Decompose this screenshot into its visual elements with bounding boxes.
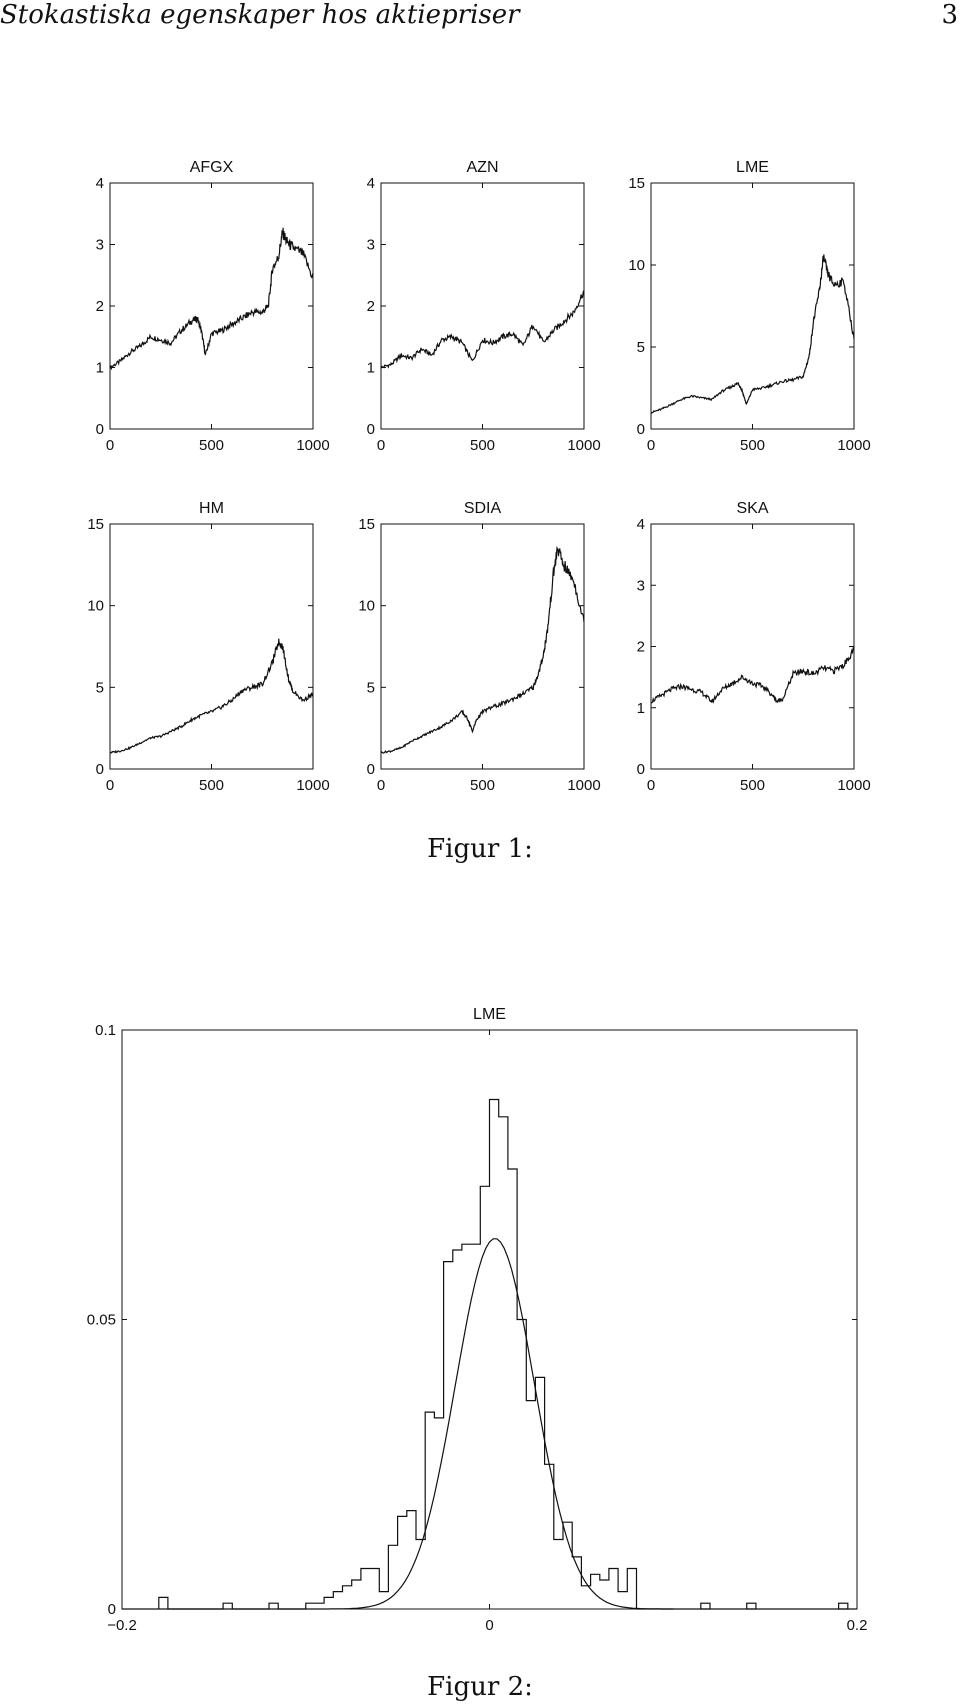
chart4-xtick-label: 500 <box>198 777 225 794</box>
chart6-ytick-label: 3 <box>636 577 645 595</box>
chart7-xtick-label: −0.2 <box>107 1617 137 1634</box>
normal-fit-curve <box>122 1239 857 1609</box>
chart1-xtick-label: 1000 <box>296 437 330 454</box>
chart4-ytick-label: 5 <box>95 679 104 697</box>
chart7-xtick-label: 0 <box>485 1617 494 1634</box>
chart4-title: HM <box>199 500 224 517</box>
chart1-ytick-label: 4 <box>95 175 104 192</box>
chart3-xtick-label: 500 <box>739 437 766 454</box>
histogram-outlier-bar <box>839 1603 848 1609</box>
chart1-xtick-label: 0 <box>105 437 115 454</box>
chart2-ytick-label: 3 <box>366 236 375 254</box>
chart1-frame <box>110 183 313 429</box>
chart2-frame <box>381 183 584 429</box>
chart6-ytick-label: 4 <box>636 516 645 533</box>
chart4-xtick-label: 1000 <box>296 777 330 794</box>
chart5-ytick-label: 5 <box>366 679 375 697</box>
chart5-price-line <box>381 548 584 753</box>
chart3-frame <box>651 183 854 429</box>
chart2-title: AZN <box>466 159 499 176</box>
chart1-ytick-label: 0 <box>95 421 104 438</box>
chart6-xtick-label: 0 <box>646 777 656 794</box>
histogram-outlier-bar <box>747 1603 756 1609</box>
chart4-ytick-label: 0 <box>95 761 104 778</box>
figure-1-caption: Figur 1: <box>427 834 533 864</box>
chart5-xtick-label: 0 <box>376 777 386 794</box>
figure-2-caption: Figur 2: <box>427 1672 533 1702</box>
chart5-ytick-label: 15 <box>358 516 375 533</box>
chart2-ytick-label: 2 <box>366 298 375 315</box>
chart3-ytick-label: 10 <box>628 257 645 274</box>
chart4-ytick-label: 15 <box>87 516 104 533</box>
chart7-ytick-label: 0.1 <box>95 1022 116 1039</box>
chart2-xtick-label: 1000 <box>567 437 601 454</box>
chart5-xtick-label: 1000 <box>567 777 601 794</box>
chart2-xtick-label: 500 <box>469 437 496 454</box>
chart1-ytick-label: 1 <box>95 359 104 377</box>
running-header-title: Stokastiska egenskaper hos aktiepriser <box>0 0 520 30</box>
chart1-xtick-label: 500 <box>198 437 225 454</box>
chart4-ytick-label: 10 <box>87 597 104 615</box>
chart3-ytick-label: 15 <box>628 175 645 192</box>
chart3-xtick-label: 1000 <box>837 437 871 454</box>
chart6-ytick-label: 2 <box>636 638 645 656</box>
chart3-ytick-label: 5 <box>636 339 645 356</box>
chart5-ytick-label: 0 <box>366 761 375 778</box>
chart6-frame <box>651 524 854 769</box>
chart4-xtick-label: 0 <box>105 777 115 794</box>
chart2-ytick-label: 4 <box>366 175 375 192</box>
chart2-price-line <box>381 291 584 369</box>
chart1-ytick-label: 3 <box>95 236 104 254</box>
chart6-xtick-label: 1000 <box>837 777 871 794</box>
chart5-ytick-label: 10 <box>358 597 375 615</box>
chart2-ytick-label: 1 <box>366 359 375 377</box>
chart6-ytick-label: 0 <box>636 761 645 778</box>
chart7-title: LME <box>473 1006 506 1023</box>
chart3-title: LME <box>736 159 769 176</box>
chart6-xtick-label: 500 <box>739 777 766 794</box>
chart5-xtick-label: 500 <box>469 777 496 794</box>
chart5-frame <box>381 524 584 769</box>
chart1-ytick-label: 2 <box>95 298 104 315</box>
chart5-title: SDIA <box>463 500 502 517</box>
page-number: 3 <box>941 0 958 30</box>
chart6-ytick-label: 1 <box>636 699 645 717</box>
chart2-ytick-label: 0 <box>366 421 375 438</box>
chart7-ytick-label: 0.05 <box>86 1311 116 1329</box>
histogram-outlier-bar <box>701 1603 710 1609</box>
chart1-title: AFGX <box>189 159 234 176</box>
chart4-price-line <box>110 639 313 754</box>
chart7-ytick-label: 0 <box>107 1601 116 1618</box>
chart3-xtick-label: 0 <box>646 437 656 454</box>
chart2-xtick-label: 0 <box>376 437 386 454</box>
chart7-xtick-label: 0.2 <box>846 1617 868 1634</box>
chart6-title: SKA <box>736 500 769 517</box>
chart1-price-line <box>110 228 313 369</box>
chart3-price-line <box>651 255 854 414</box>
chart6-price-line <box>651 647 854 703</box>
chart3-ytick-label: 0 <box>636 421 645 438</box>
histogram-step-line <box>159 1100 674 1610</box>
